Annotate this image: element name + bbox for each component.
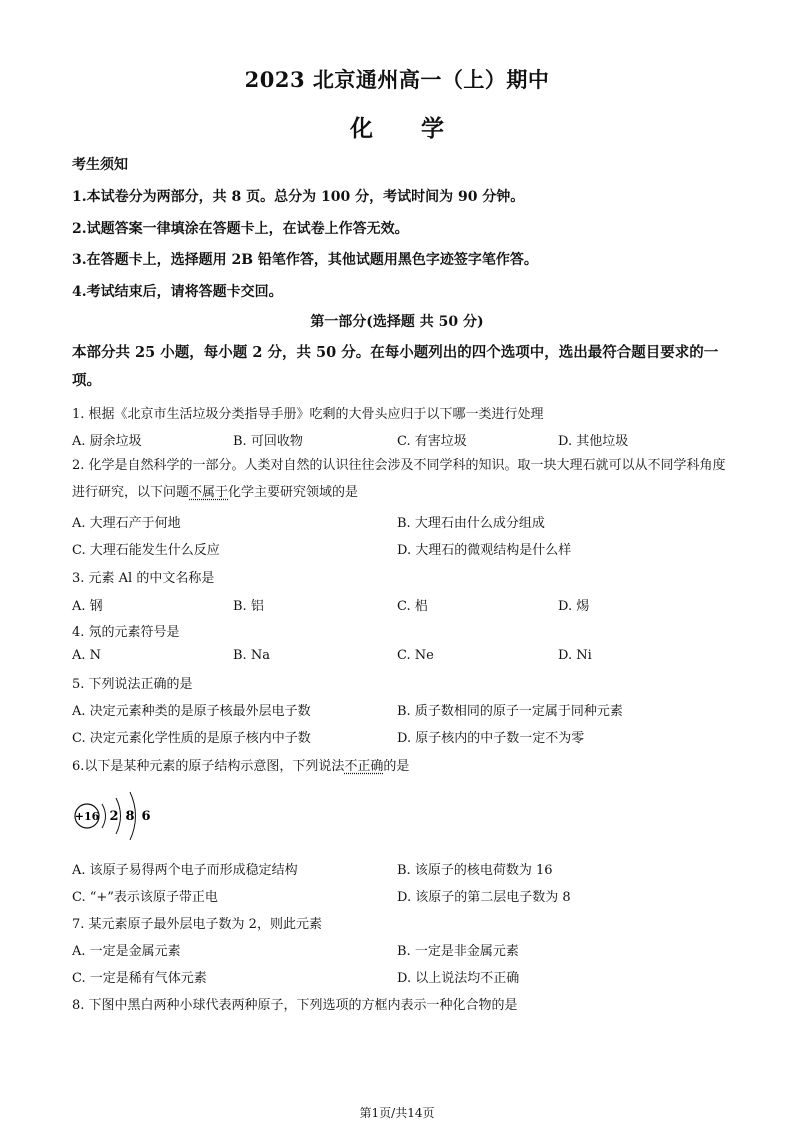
question-8-stem: 8. 下图中黑白两种小球代表两种原子，下列选项的方框内表示一种化合物的是 (72, 998, 518, 1013)
question-5-option-c: C. 决定元素化学性质的是原子核内中子数 (72, 731, 311, 746)
question-7-stem: 7. 某元素原子最外层电子数为 2，则此元素 (72, 917, 322, 932)
question-4-option-d: D. Ni (558, 648, 592, 663)
question-2-option-a: A. 大理石产于何地 (72, 516, 181, 531)
question-3-option-a: A. 钢 (72, 599, 103, 614)
notice-item: 3.在答题卡上，选择题用 2B 铅笔作答，其他试题用黑色字迹签字笔作答。 (72, 252, 538, 268)
page-footer: 第1页/共14页 (359, 1106, 435, 1120)
notice-item: 2.试题答案一律填涂在答题卡上，在试卷上作答无效。 (72, 221, 409, 237)
question-2-option-c: C. 大理石能发生什么反应 (72, 543, 220, 558)
question-6-emphasis: 不正确 (344, 759, 384, 774)
question-2-option-b: B. 大理石由什么成分组成 (397, 516, 545, 531)
electron-shell-1 (102, 804, 106, 828)
subject-title: 化学 (350, 115, 492, 142)
question-6-stem (72, 755, 409, 774)
question-6-stem-end: 的是 (383, 759, 410, 774)
nucleus-charge: +16 (74, 810, 100, 823)
question-5-option-b: B. 质子数相同的原子一定属于同种元素 (397, 704, 623, 719)
shell-1-electrons: 2 (109, 809, 119, 824)
question-2-emphasis: 不属于 (189, 485, 229, 500)
question-7-option-a: A. 一定是金属元素 (72, 944, 181, 959)
notice-heading: 考生须知 (72, 157, 128, 173)
question-4-stem: 4. 氖的元素符号是 (72, 625, 180, 640)
question-4-option-b: B. Na (233, 648, 270, 663)
section-title: 第一部分(选择题 共 50 分) (310, 314, 484, 330)
question-1-option-a: A. 厨余垃圾 (72, 434, 142, 449)
question-6-option-a: A. 该原子易得两个电子而形成稳定结构 (72, 863, 298, 878)
question-5-stem: 5. 下列说法正确的是 (72, 677, 193, 692)
question-6-option-d: D. 该原子的第二层电子数为 8 (397, 890, 571, 905)
question-3-option-d: D. 焬 (558, 599, 590, 614)
shell-2-electrons: 8 (125, 809, 135, 824)
question-3-option-b: B. 铝 (233, 599, 264, 614)
shell-3-electrons: 6 (141, 809, 151, 824)
question-2-stem-end: 化学主要研究领域的是 (228, 485, 359, 500)
question-4-option-c: C. Ne (397, 648, 434, 663)
question-7-option-d: D. 以上说法均不正确 (397, 971, 520, 986)
question-6-option-c: C. “+”表示该原子带正电 (72, 890, 218, 905)
question-7-option-b: B. 一定是非金属元素 (397, 944, 519, 959)
question-2-option-d: D. 大理石的微观结构是什么样 (397, 543, 572, 558)
question-2-stem-text: 2. 化学是自然科学的一部分。人类对自然的认识往往会涉及不同学科的知识。取一块大理石就可以从不同学科角度进行研究，以下问题 (72, 458, 726, 500)
question-1-option-d: D. 其他垃圾 (558, 434, 629, 449)
section-intro: 本部分共 25 小题，每小题 2 分，共 50 分。在每小题列出的四个选项中，选出最符合题目要求的一项。 (72, 344, 719, 389)
exam-title: 2023 北京通州高一（上）期中 (244, 67, 550, 92)
question-4-option-a: A. N (72, 648, 102, 663)
question-3-option-c: C. 梠 (397, 599, 428, 614)
question-2-stem (72, 452, 727, 506)
atom-structure-diagram (72, 788, 162, 840)
question-5-option-a: A. 决定元素种类的是原子核最外层电子数 (72, 704, 311, 719)
question-6-option-b: B. 该原子的核电荷数为 16 (397, 863, 553, 878)
question-3-stem: 3. 元素 Al 的中文名称是 (72, 571, 215, 586)
question-1-option-c: C. 有害垃圾 (397, 434, 467, 449)
question-7-option-c: C. 一定是稀有气体元素 (72, 971, 207, 986)
question-1-option-b: B. 可回收物 (233, 434, 303, 449)
question-1-stem: 1. 根据《北京市生活垃圾分类指导手册》吃剩的大骨头应归于以下哪一类进行处理 (72, 407, 544, 422)
notice-item: 4.考试结束后，请将答题卡交回。 (72, 284, 283, 300)
question-6-stem-text: 6.以下是某种元素的原子结构示意图，下列说法 (72, 759, 345, 774)
question-5-option-d: D. 原子核内的中子数一定不为零 (397, 731, 585, 746)
notice-item: 1.本试卷分为两部分，共 8 页。总分为 100 分，考试时间为 90 分钟。 (72, 189, 525, 205)
